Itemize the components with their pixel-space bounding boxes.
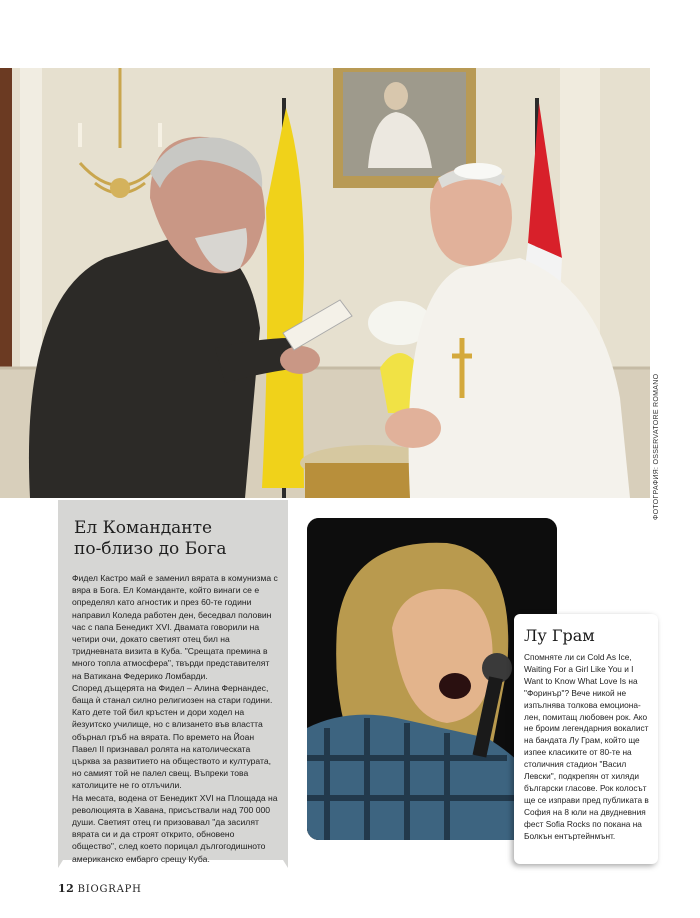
paragraph: Според дъщерята на Фидел – Алина Фернандес, баща ѝ станал силно религиозен на стари години. Като дете той бил кръстен и дори ходел на йезуитско училище, но с влизането във властта обърнал гръб на вярата. По времето на Йоан Павел II признавал ролята на католическата църква за развитието на обществото и културата, но самият той не палел свещ. Въпреки това католиците не го отлъчили.: [72, 682, 273, 791]
title-line-2: по-близо до Бога: [74, 539, 227, 559]
box-notch: [58, 860, 288, 868]
article-castro-title: [74, 518, 274, 560]
article-lou-gramm-body: Спомняте ли си Cold As Ice, Waiting For a Girl Like You и I Want to Know What Love Is на "Форинър"? Вече никой не изпълнява толкова емоционален, помитащ любовен рок. Ако не броим легендарния вокалист на бандата Лу Грам, който ще изпее класиките от 80-те на столичния стадион "Васил Левски", подкрепян от хиляди български гласове. Рок колосът ще се изправи пред публиката в София на 8 юли на двудневния фест Sofia Rocks по покана на Болкън ентъртейнмънт.: [524, 652, 649, 841]
magazine-name: BIOGRAPH: [77, 884, 142, 895]
paragraph: На месата, водена от Бенедикт XVI на Площада на революцията в Хавана, присъствали над 700 000 души. Светият отец ги призовавал "да засилят вярата си и да строят открито, обновено общество", след което порицал дългогодишното американско ембарго срещу Куба.: [72, 792, 278, 864]
page-footer: [58, 882, 142, 895]
main-photo: [0, 68, 650, 498]
page-number: 12: [58, 882, 75, 895]
article-lou-gramm: [514, 614, 658, 864]
photo-credit: ФОТОГРАФИЯ: OSSERVATORE ROMANO: [653, 373, 660, 520]
article-castro-body: [72, 572, 278, 865]
article-lou-gramm-title: Лу Грам: [524, 626, 595, 645]
article-castro: [58, 500, 288, 864]
castro-pope-photo: [0, 68, 650, 498]
title-line-1: Ел Команданте: [74, 518, 213, 538]
paragraph: Фидел Кастро май е заменил вярата в комунизма с вяра в Бога. Ел Команданте, който винаги се е определял като агностик и през 60-те години направил Коледа работен ден, беседвал половин час с папа Бенедикт XVI. Двамата говорили на четири очи, докато светият отец бил на тридневната визита в Куба. "Срещата премина в много топла атмосфера", твърди представителят на Ватикана Федерико Ломбарди.: [72, 573, 278, 681]
